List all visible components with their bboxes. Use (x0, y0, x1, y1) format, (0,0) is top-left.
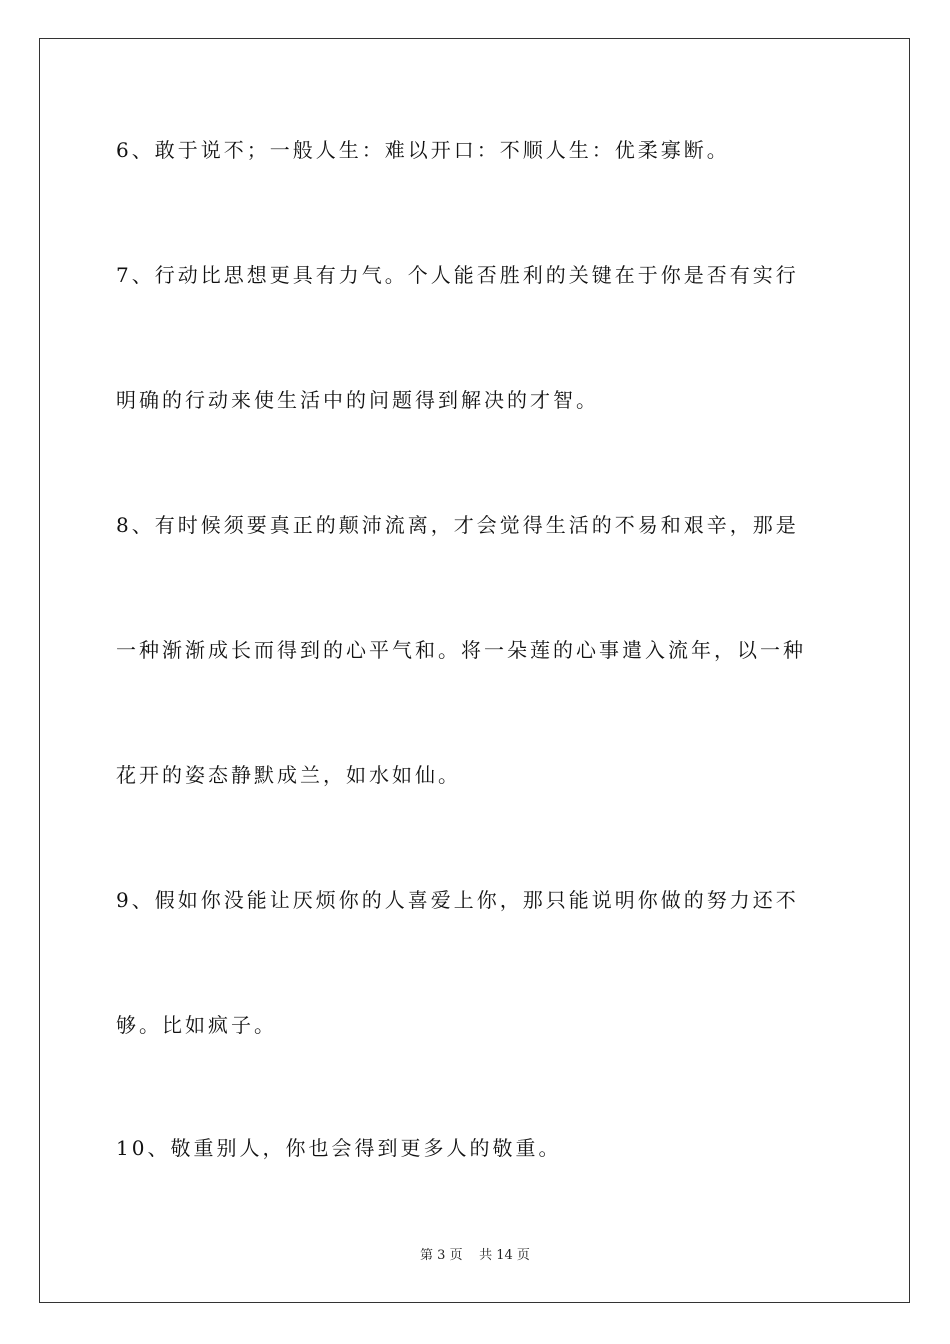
page-number: 第 3 页 (420, 1248, 463, 1263)
text-line-item-8: 8、有时候须要真正的颠沛流离，才会觉得生活的不易和艰辛，那是 (116, 513, 799, 537)
page-frame (39, 38, 910, 1303)
text-line-item-8-cont-1: 一种渐渐成长而得到的心平气和。将一朵莲的心事遣入流年，以一种 (116, 638, 806, 662)
text-line-item-7: 7、行动比思想更具有力气。个人能否胜利的关键在于你是否有实行 (116, 263, 799, 287)
text-line-item-9-cont: 够。比如疯子。 (116, 1013, 277, 1037)
text-line-item-9: 9、假如你没能让厌烦你的人喜爱上你，那只能说明你做的努力还不 (116, 888, 799, 912)
text-line-item-7-cont: 明确的行动来使生活中的问题得到解决的才智。 (116, 388, 599, 412)
page-footer (0, 1248, 950, 1264)
text-line-item-10: 10、敬重别人，你也会得到更多人的敬重。 (116, 1136, 562, 1160)
text-line-item-8-cont-2: 花开的姿态静默成兰，如水如仙。 (116, 763, 461, 787)
total-pages: 共 14 页 (479, 1248, 530, 1263)
text-line-item-6: 6、敢于说不；一般人生：难以开口：不顺人生：优柔寡断。 (116, 138, 730, 162)
footer-gap (463, 1248, 480, 1263)
